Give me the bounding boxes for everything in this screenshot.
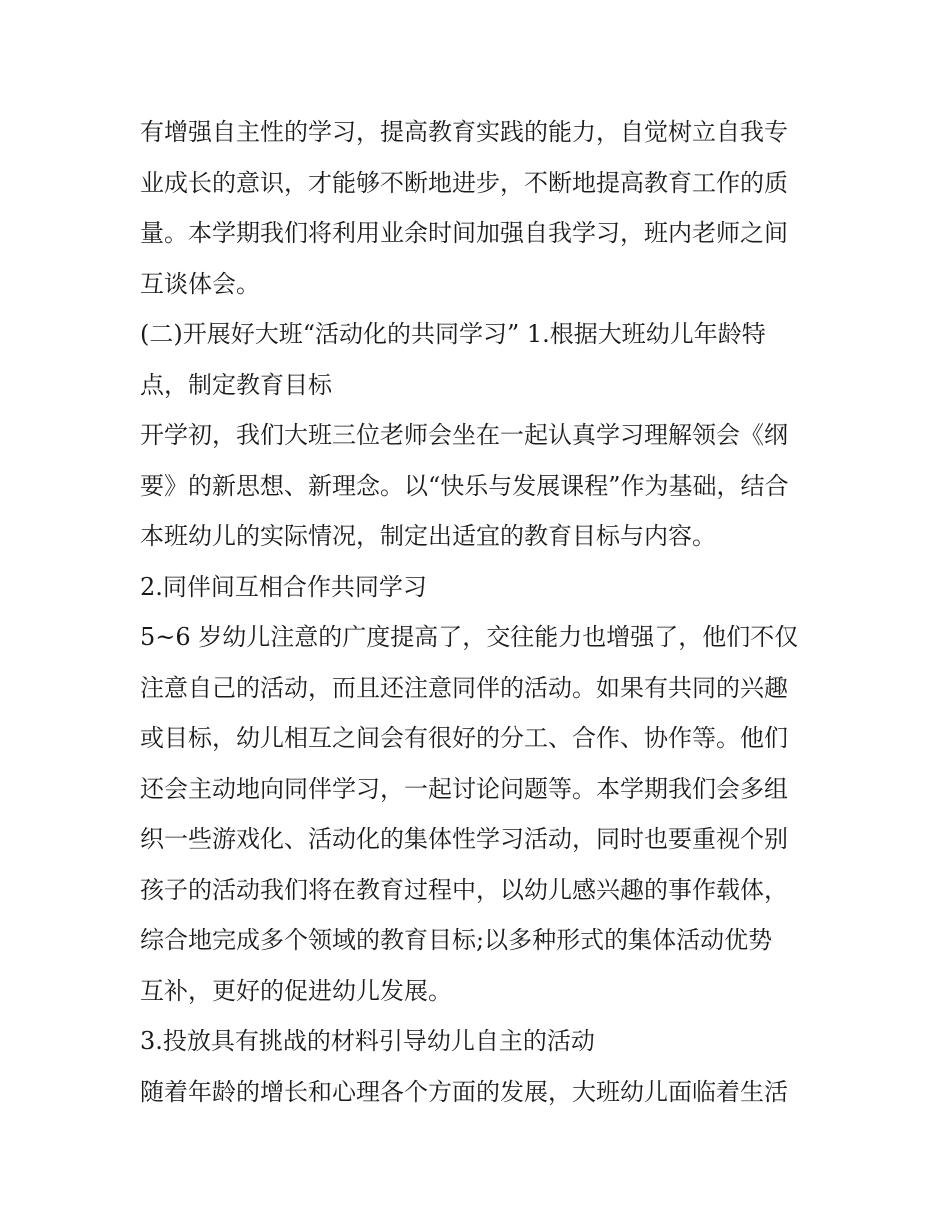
subheading-line: 3.投放具有挑战的材料引导幼儿自主的活动 <box>140 1027 595 1055</box>
body-line: 量。本学期我们将利用业余时间加强自我学习，班内老师之间 <box>140 219 788 247</box>
body-line: 开学初，我们大班三位老师会坐在一起认真学习理解领会《纲 <box>140 421 788 449</box>
body-line: 5~6 岁幼儿注意的广度提高了，交往能力也增强了，他们不仅 <box>140 623 799 651</box>
section-heading-line: (二)开展好大班“活动化的共同学习” 1.根据大班幼儿年龄特 <box>140 320 766 348</box>
body-line: 互谈体会。 <box>140 269 260 298</box>
body-line: 或目标，幼儿相互之间会有很好的分工、合作、协作等。他们 <box>140 724 788 752</box>
body-line: 有增强自主性的学习，提高教育实践的能力，自觉树立自我专 <box>140 118 788 146</box>
body-line: 还会主动地向同伴学习，一起讨论问题等。本学期我们会多组 <box>140 774 788 803</box>
body-line: 本班幼儿的实际情况，制定出适宜的教育目标与内容。 <box>140 522 716 550</box>
body-line: 要》的新思想、新理念。以“快乐与发展课程”作为基础，结合 <box>140 471 789 500</box>
body-line: 互补，更好的促进幼儿发展。 <box>140 976 452 1005</box>
body-line: 随着年龄的增长和心理各个方面的发展，大班幼儿面临着生活 <box>140 1077 788 1106</box>
subheading-line: 2.同伴间互相合作共同学习 <box>140 572 427 601</box>
body-line: 织一些游戏化、活动化的集体性学习活动，同时也要重视个别 <box>140 825 788 853</box>
subheading-line: 点，制定教育目标 <box>140 370 332 399</box>
body-line: 综合地完成多个领域的教育目标;以多种形式的集体活动优势 <box>140 926 773 954</box>
document-body <box>140 107 820 1117</box>
body-line: 注意自己的活动，而且还注意同伴的活动。如果有共同的兴趣 <box>140 673 788 702</box>
body-line: 孩子的活动我们将在教育过程中，以幼儿感兴趣的事作载体， <box>140 875 788 904</box>
body-line: 业成长的意识，才能够不断地进步，不断地提高教育工作的质 <box>140 168 788 197</box>
